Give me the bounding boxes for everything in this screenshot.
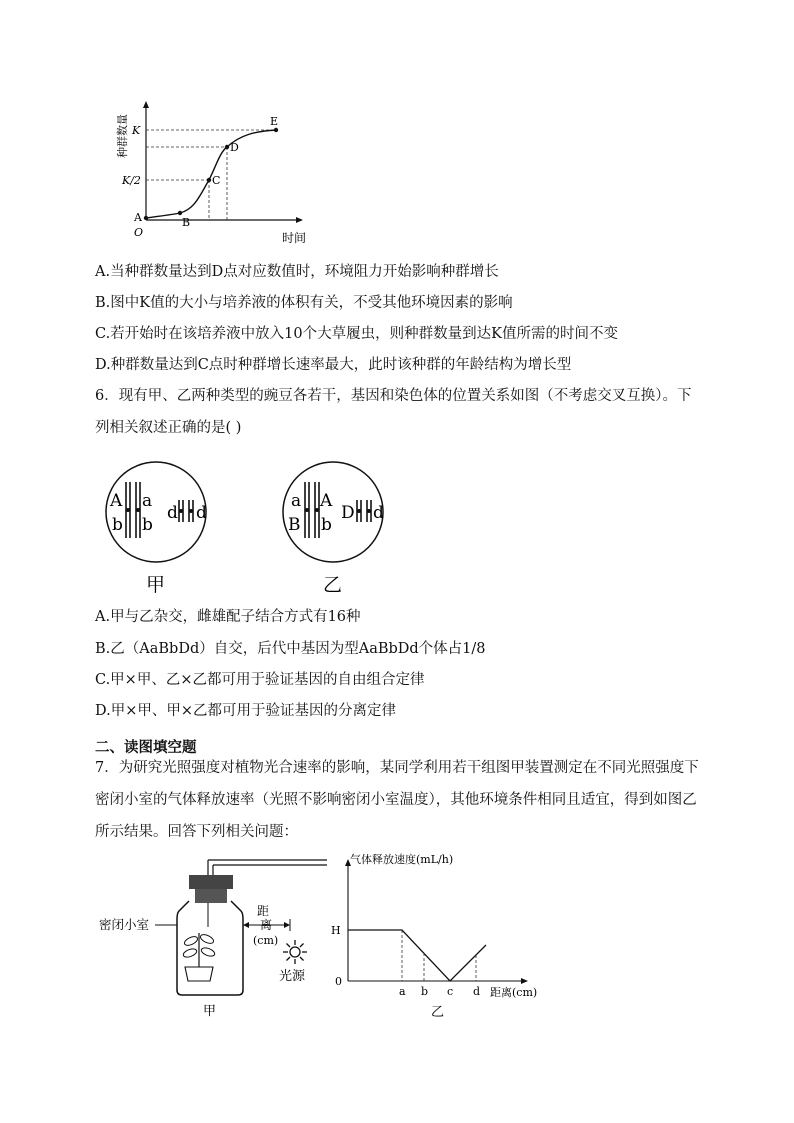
h-label: H <box>331 924 341 937</box>
q6-option-a: A.甲与乙杂交，雌雄配子结合方式有16种 <box>95 609 361 625</box>
sealed-chamber-label: 密闭小室 <box>99 917 150 932</box>
centromere <box>357 509 361 513</box>
centromere <box>126 508 130 512</box>
apparatus-figure-jia <box>95 855 330 1020</box>
gene-jia-a-right: a <box>142 491 153 511</box>
distance-label-3: (cm) <box>253 934 279 947</box>
y-axis-label: 种群数量 <box>116 114 129 158</box>
point-label-c: C <box>212 174 221 187</box>
gene-yi-b-left: B <box>288 515 301 535</box>
tick-d: d <box>473 985 481 998</box>
k2-label: K/2 <box>122 174 141 187</box>
light-source-label: 光源 <box>279 969 306 984</box>
rate-line <box>348 930 486 981</box>
leaf <box>199 933 215 945</box>
y-axis-label: 气体释放速度(mL/h) <box>350 853 454 866</box>
gene-yi-d-right: d <box>373 503 384 523</box>
q5-option-a: A.当种群数量达到D点对应数值时，环境阻力开始影响种群增长 <box>95 264 499 280</box>
gene-yi-b-right: b <box>321 515 332 535</box>
x-axis-label: 时间 <box>282 231 307 245</box>
q5-option-d: D.种群数量达到C点时种群增长速率最大，此时该种群的年龄结构为增长型 <box>95 357 572 373</box>
tick-b: b <box>421 985 429 998</box>
caption-jia: 甲 <box>146 574 166 596</box>
point-b <box>178 211 182 215</box>
point-c <box>207 178 211 182</box>
point-d <box>225 145 229 149</box>
caption-yi: 乙 <box>323 574 343 596</box>
centromere <box>367 509 371 513</box>
x-axis-arrow <box>521 978 528 984</box>
q6-option-b: B.乙（AaBbDd）自交，后代中基因为型AaBbDd个体占1/8 <box>95 641 486 657</box>
distance-label-2: 离 <box>260 918 273 932</box>
arrow-head <box>284 922 290 928</box>
zero-label: 0 <box>335 975 342 988</box>
stopper-lower <box>195 889 227 903</box>
centromere <box>136 508 140 512</box>
point-e <box>274 128 278 132</box>
x-axis-arrow <box>296 217 303 223</box>
k-label: K <box>132 124 141 137</box>
leaf <box>182 947 198 958</box>
plant-pot <box>185 967 213 981</box>
y-axis-arrow <box>143 101 149 108</box>
centromere <box>315 508 319 512</box>
q6-option-d: D.甲×甲、甲×乙都可用于验证基因的分离定律 <box>95 703 397 719</box>
gene-yi-a-right: A <box>320 491 333 511</box>
gene-jia-b-right: b <box>142 515 153 535</box>
point-a <box>144 216 148 220</box>
arrow-head <box>243 922 249 928</box>
caption-yi-chart: 乙 <box>431 1005 445 1020</box>
origin-label: O <box>134 226 144 239</box>
gene-jia-b-left: b <box>112 515 123 535</box>
sun-icon <box>283 940 307 964</box>
q6-option-c: C.甲×甲、乙×乙都可用于验证基因的自由组合定律 <box>95 672 425 688</box>
tick-a: a <box>399 985 406 998</box>
growth-curve-figure <box>100 100 330 250</box>
x-axis-label: 距离(cm) <box>490 986 538 999</box>
centromere <box>179 509 183 513</box>
rate-chart-yi <box>325 850 560 1025</box>
gene-yi-d-left: D <box>341 503 355 523</box>
distance-label-1: 距 <box>257 904 270 918</box>
chromosome-figure <box>100 452 430 602</box>
gene-jia-a-left: A <box>110 491 123 511</box>
q7-stem: 7．为研究光照强度对植物光合速率的影响，某同学利用若干组图甲装置测定在不同光照强度下密闭小室的气体释放速率（光照不影响密闭小室温度），其他环境条件相同且适宜，得到如图乙所示结果。回答下列相关问题： <box>95 760 699 840</box>
section-heading: 二、读图填空题 <box>95 739 197 756</box>
centromere <box>189 509 193 513</box>
tick-c: c <box>447 985 454 998</box>
point-label-d: D <box>230 141 239 154</box>
point-label-a: A <box>134 211 142 224</box>
gene-jia-d-left: d <box>167 503 178 523</box>
gene-yi-a-left: a <box>291 491 302 511</box>
q5-option-c: C.若开始时在该培养液中放入10个大草履虫，则种群数量到达K值所需的时间不变 <box>95 326 618 342</box>
leaf <box>183 935 199 947</box>
point-label-e: E <box>270 115 279 128</box>
leaf <box>200 946 216 957</box>
q5-option-b: B.图中K值的大小与培养液的体积有关，不受其他环境因素的影响 <box>95 295 513 311</box>
gene-jia-d-right: d <box>196 503 207 523</box>
caption-jia-apparatus: 甲 <box>203 1004 217 1019</box>
point-label-b: B <box>182 216 191 229</box>
stopper <box>189 875 233 889</box>
q6-stem: 6．现有甲、乙两种类型的豌豆各若干，基因和染色体的位置关系如图（不考虑交叉互换）。下列相关叙述正确的是( ) <box>95 388 692 436</box>
centromere <box>305 508 309 512</box>
